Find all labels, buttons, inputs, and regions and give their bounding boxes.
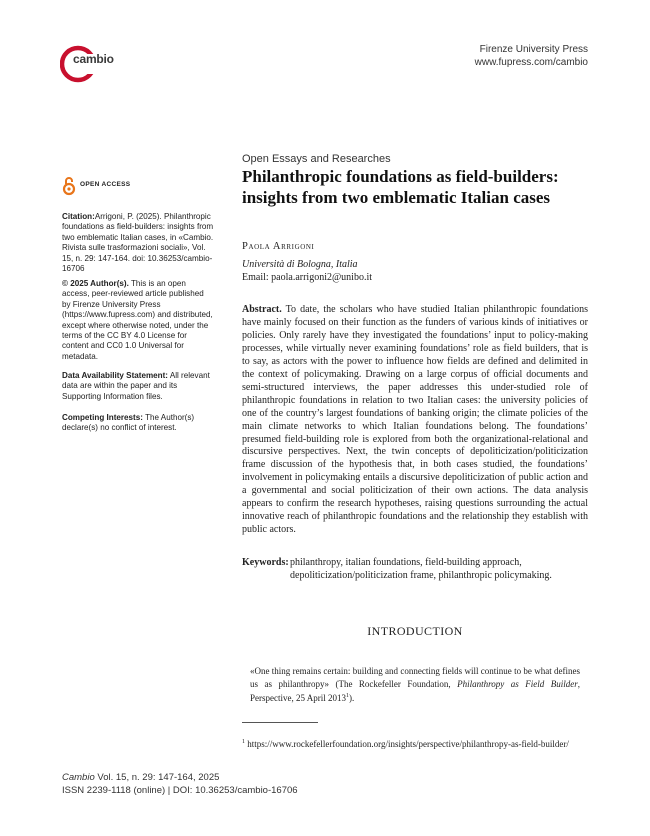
competing-interests-block (62, 413, 214, 434)
open-access-label: OPEN ACCESS (80, 181, 131, 188)
citation-text: Arrigoni, P. (2025). Philanthropic foundations as field-builders: insights from two emblematic Italian cases, in «Cambio. Rivista sulle trasformazioni sociali», Vol. 15, n. 29: 147-164. doi: 10.36253/cambio-16706 (62, 212, 214, 274)
keywords (242, 556, 588, 582)
footnote-divider (242, 722, 318, 723)
competing-interests-text: The Author(s) declare(s) no conflict of interest. (62, 413, 195, 433)
author-name: Paola Arrigoni (242, 241, 315, 252)
data-availability-label: Data Availability Statement: (62, 371, 168, 380)
author-affiliation: Università di Bologna, Italia (242, 259, 358, 270)
abstract-text: To date, the scholars who have studied Italian philanthropic foundations have mainly focused on their function as the funders of various kinds of initiatives or policies. Only rarely have they investigated the foundations’ input to policy-making processes, while virtually never examining foundations’ role as field builders, that is to say, as actors with the power to influence how fields are defined and delimited in the context of policymaking. Drawing on a large corpus of official documents and semi-structured interviews, the paper addresses this under-studied role of philanthropic foundations in relation to two Italian cases: the university policies of one of the country’s largest foundations of banking origin; the climate policies of the main climate networks to which Italian foundations belong. The foundations’ presumed field-building role is explored from both the organizational-relational and discursive perspectives. Next, the twin concepts of depoliticization/politicization frame discussion of the hypothesis that, in both cases studied, the foundations’ involvement in policymaking entails a discursive depoliticization of public action and a governmental and social politicization of their own actions. The data analysis appears to confirm the research hypotheses, raising questions surrounding the actual innovative reach of philanthropic foundations and the relationship they establish with public actors. (242, 304, 588, 536)
footer-issn: ISSN 2239-1118 (online) | DOI: 10.36253/cambio-16706 (62, 785, 298, 796)
publisher-url[interactable]: www.fupress.com/cambio (474, 57, 588, 68)
copyright-text: This is an open access, peer-reviewed article published by Firenze University Press (https://www.fupress.com) and distributed, except where otherwise noted, under the terms of the CC BY 4.0 License for content and CC0 1.0 Universal for metadata. (62, 279, 213, 361)
intro-heading: INTRODUCTION (367, 624, 463, 638)
footnote-ref[interactable]: 1 (346, 693, 349, 700)
quote-close: ). (349, 693, 355, 704)
citation-label: Citation: (62, 212, 95, 221)
data-availability-text: All relevant data are within the paper and its Supporting Information files. (62, 371, 210, 401)
copyright-label: © 2025 Author(s). (62, 279, 129, 288)
keywords-text: philanthropy, italian foundations, field-building approach, depoliticization/politicization frame, philanthropic policymaking. (290, 557, 552, 581)
quote-italic: Philanthropy as Field Builder (457, 678, 578, 689)
abstract-label: Abstract. (242, 304, 282, 315)
section-label: Open Essays and Researches (242, 153, 391, 165)
quote-text: «One thing remains certain: building and connecting fields will continue to be what defines us as philanthropy» (The Rockefeller Foundation, (250, 666, 580, 689)
keywords-label: Keywords: (242, 557, 289, 568)
epigraph-quote (250, 665, 580, 705)
footnote-number: 1 (242, 739, 245, 745)
quote-end: , Perspective, 25 April 2013 (250, 678, 581, 704)
citation-block (62, 212, 214, 274)
footnote-link[interactable]: https://www.rockefellerfoundation.org/insights/perspective/philanthropy-as-field-builder/ (247, 739, 569, 749)
author-email[interactable]: Email: paola.arrigoni2@unibo.it (242, 272, 373, 283)
article-title: Philanthropic foundations as field-builders: insights from two emblematic Italian cases (242, 167, 559, 207)
copyright-block (62, 279, 214, 362)
competing-interests-label: Competing Interests: (62, 413, 143, 422)
data-availability-block (62, 371, 214, 402)
footnote (242, 736, 588, 751)
logo-text: cambio (73, 52, 114, 66)
publisher-name: Firenze University Press (479, 44, 588, 55)
footer-volume: Vol. 15, n. 29: 147-164, 2025 (97, 772, 220, 783)
footer-journal: Cambio (62, 772, 95, 783)
abstract (242, 304, 588, 537)
open-access-icon (62, 176, 76, 196)
footer-citation (62, 772, 219, 783)
publisher-block (475, 43, 588, 69)
